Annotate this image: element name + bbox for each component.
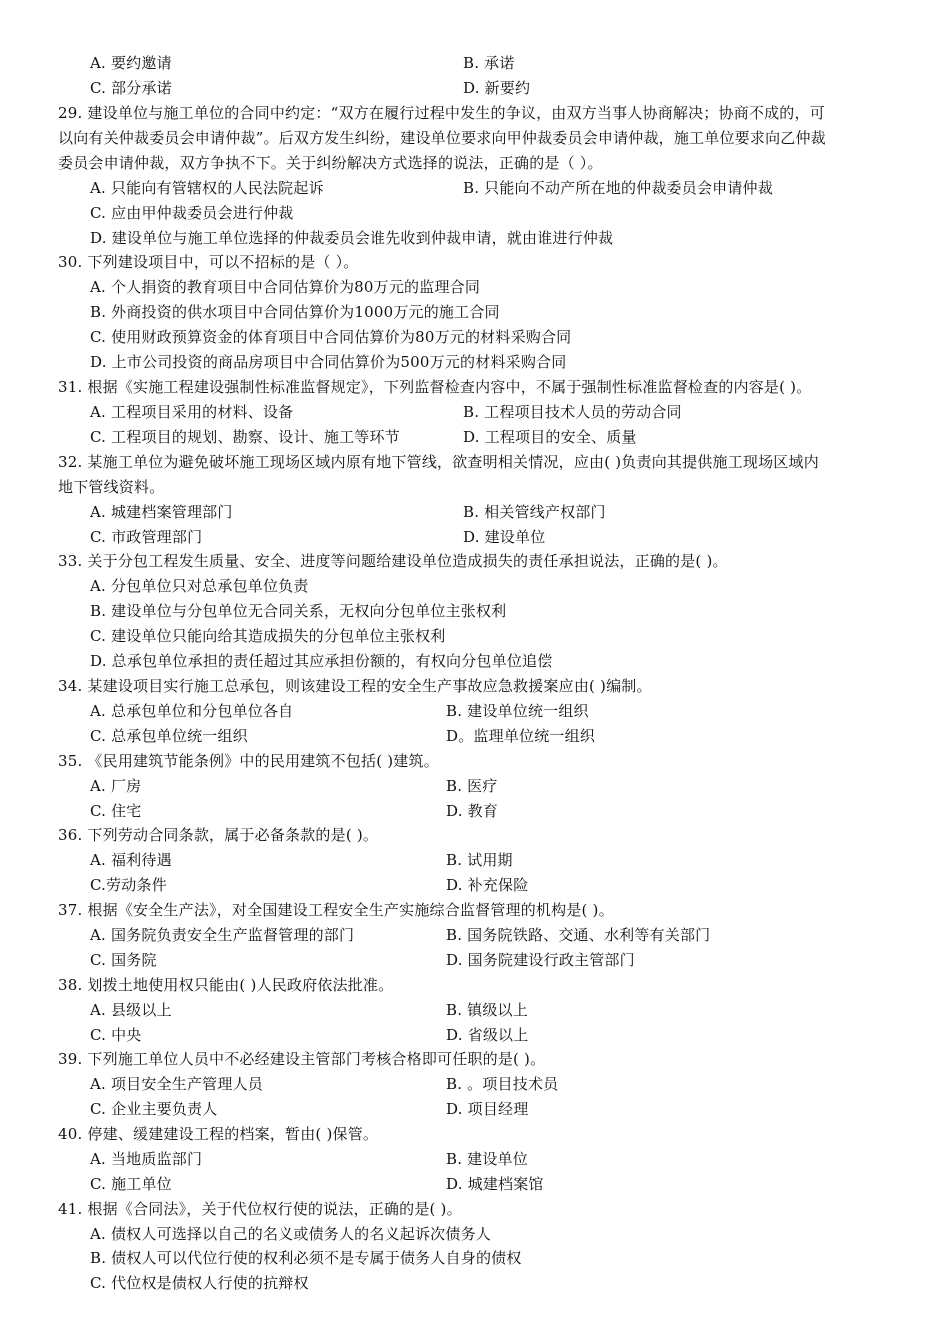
question-36-option-c: C.劳动条件	[90, 876, 167, 894]
question-30-option-a: A. 个人捐资的教育项目中合同估算价为80万元的监理合同	[90, 278, 481, 296]
question-30-option-d: D. 上市公司投资的商品房项目中合同估算价为500万元的材料采购合同	[90, 353, 567, 371]
question-39-option-a: A. 项目安全生产管理人员	[90, 1075, 263, 1093]
question-36-stem: 36. 下列劳动合同条款，属于必备条款的是( )。	[58, 826, 379, 844]
question-29-option-a: A. 只能向有管辖权的人民法院起诉	[90, 179, 324, 197]
question-34-option-a: A. 总承包单位和分包单位各自	[90, 702, 294, 720]
question-29-option-d: D. 建设单位与施工单位选择的仲裁委员会谁先收到仲裁申请，就由谁进行仲裁	[90, 229, 614, 247]
question-34-option-c: C. 总承包单位统一组织	[90, 727, 248, 745]
question-33-option-d: D. 总承包单位承担的责任超过其应承担份额的，有权向分包单位追偿	[90, 652, 553, 670]
question-35-option-a: A. 厂房	[90, 777, 142, 795]
question-34-stem: 34. 某建设项目实行施工总承包，则该建设工程的安全生产事故应急救援案应由( )编制。	[58, 677, 652, 695]
option-a: A. 要约邀请	[90, 54, 172, 72]
question-31-option-b: B. 工程项目技术人员的劳动合同	[463, 403, 682, 421]
question-41-option-b: B. 债权人可以代位行使的权利必须不是专属于债务人自身的债权	[90, 1249, 522, 1267]
question-40-option-c: C. 施工单位	[90, 1175, 172, 1193]
question-31-stem: 31. 根据《实施工程建设强制性标准监督规定》，下列监督检查内容中，不属于强制性标准监督检查的内容是( )。	[58, 378, 812, 396]
question-38-option-c: C. 中央	[90, 1026, 142, 1044]
question-32-stem-cont: 地下管线资料。	[58, 478, 165, 496]
question-39-option-d: D. 项目经理	[446, 1100, 529, 1118]
option-b: B. 承诺	[463, 54, 515, 72]
question-36-option-a: A. 福利待遇	[90, 851, 172, 869]
question-29-stem-cont: 以向有关仲裁委员会申请仲裁”。后双方发生纠纷，建设单位要求向甲仲裁委员会申请仲裁，施工单位要求向乙仲裁	[58, 129, 826, 147]
question-35-stem: 35. 《民用建筑节能条例》中的民用建筑不包括( )建筑。	[58, 752, 439, 770]
question-30-option-b: B. 外商投资的供水项目中合同估算价为1000万元的施工合同	[90, 303, 500, 321]
question-29-option-b: B. 只能向不动产所在地的仲裁委员会申请仲裁	[463, 179, 773, 197]
question-40-option-b: B. 建设单位	[446, 1150, 528, 1168]
question-32-stem: 32. 某施工单位为避免破坏施工现场区域内原有地下管线，欲查明相关情况，应由( )负责向其提供施工现场区域内	[58, 453, 819, 471]
question-36-option-d: D. 补充保险	[446, 876, 529, 894]
question-29-stem: 29. 建设单位与施工单位的合同中约定：“双方在履行过程中发生的争议，由双方当事人协商解决；协商不成的，可	[58, 104, 825, 122]
question-38-option-a: A. 县级以上	[90, 1001, 172, 1019]
question-39-option-c: C. 企业主要负责人	[90, 1100, 218, 1118]
question-35-option-d: D. 教育	[446, 802, 499, 820]
question-36-option-b: B. 试用期	[446, 851, 513, 869]
question-37-option-b: B. 国务院铁路、交通、水利等有关部门	[446, 926, 711, 944]
question-29-option-c: C. 应由甲仲裁委员会进行仲裁	[90, 204, 294, 222]
question-40-option-a: A. 当地质监部门	[90, 1150, 203, 1168]
question-38-stem: 38. 划拨土地使用权只能由( )人民政府依法批准。	[58, 976, 394, 994]
question-41-stem: 41. 根据《合同法》，关于代位权行使的说法，正确的是( )。	[58, 1200, 462, 1218]
question-30-option-c: C. 使用财政预算资金的体育项目中合同估算价为80万元的材料采购合同	[90, 328, 572, 346]
question-40-stem: 40. 停建、缓建建设工程的档案，暂由( )保管。	[58, 1125, 379, 1143]
question-41-option-c: C. 代位权是债权人行使的抗辩权	[90, 1274, 309, 1292]
question-41-option-a: A. 债权人可选择以自己的名义或债务人的名义起诉次债务人	[90, 1225, 491, 1243]
question-39-option-b: B. 。项目技术员	[446, 1075, 559, 1093]
question-37-stem: 37. 根据《安全生产法》，对全国建设工程安全生产实施综合监督管理的机构是( )。	[58, 901, 614, 919]
question-35-option-b: B. 医疗	[446, 777, 498, 795]
option-c: C. 部分承诺	[90, 79, 172, 97]
question-33-option-a: A. 分包单位只对总承包单位负责	[90, 577, 309, 595]
question-34-option-d: D。监理单位统一组织	[446, 727, 596, 745]
question-38-option-d: D. 省级以上	[446, 1026, 529, 1044]
question-33-option-b: B. 建设单位与分包单位无合同关系，无权向分包单位主张权利	[90, 602, 507, 620]
question-30-stem: 30. 下列建设项目中，可以不招标的是（ ）。	[58, 253, 359, 271]
question-31-option-c: C. 工程项目的规划、勘察、设计、施工等环节	[90, 428, 400, 446]
question-38-option-b: B. 镇级以上	[446, 1001, 528, 1019]
question-29-stem-cont: 委员会申请仲裁，双方争执不下。关于纠纷解决方式选择的说法，正确的是（ ）。	[58, 154, 603, 172]
question-31-option-a: A. 工程项目采用的材料、设备	[90, 403, 294, 421]
question-32-option-d: D. 建设单位	[463, 528, 546, 546]
question-39-stem: 39. 下列施工单位人员中不必经建设主管部门考核合格即可任职的是( )。	[58, 1050, 546, 1068]
question-34-option-b: B. 建设单位统一组织	[446, 702, 589, 720]
question-32-option-a: A. 城建档案管理部门	[90, 503, 233, 521]
question-32-option-b: B. 相关管线产权部门	[463, 503, 606, 521]
question-32-option-c: C. 市政管理部门	[90, 528, 203, 546]
question-35-option-c: C. 住宅	[90, 802, 142, 820]
question-37-option-c: C. 国务院	[90, 951, 157, 969]
question-33-stem: 33. 关于分包工程发生质量、安全、进度等问题给建设单位造成损失的责任承担说法，正确的是( )。	[58, 552, 728, 570]
question-33-option-c: C. 建设单位只能向给其造成损失的分包单位主张权利	[90, 627, 446, 645]
question-37-option-d: D. 国务院建设行政主管部门	[446, 951, 635, 969]
question-40-option-d: D. 城建档案馆	[446, 1175, 544, 1193]
option-d: D. 新要约	[463, 79, 531, 97]
question-31-option-d: D. 工程项目的安全、质量	[463, 428, 637, 446]
question-37-option-a: A. 国务院负责安全生产监督管理的部门	[90, 926, 355, 944]
